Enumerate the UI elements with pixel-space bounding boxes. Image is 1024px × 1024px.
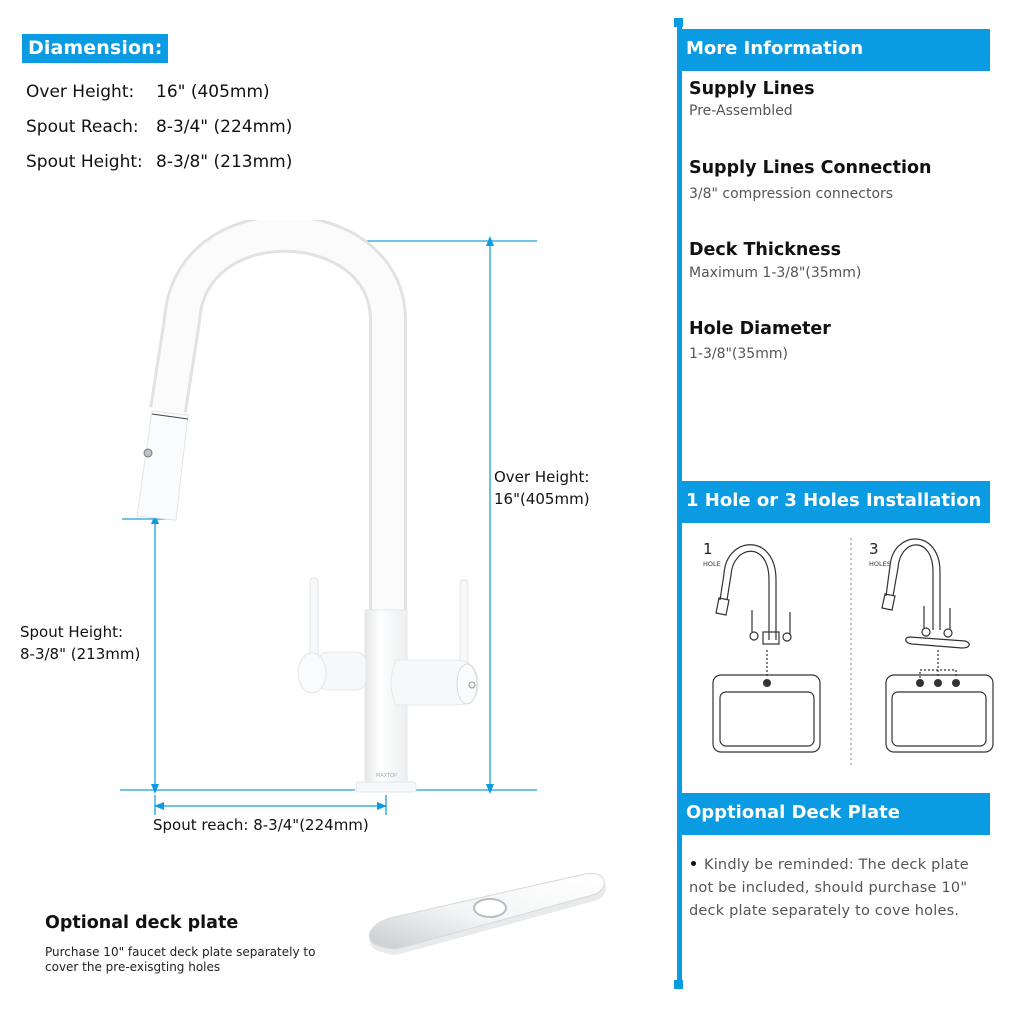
accent-line-cap-top — [674, 18, 683, 27]
spout-height-annotation — [20, 621, 140, 665]
brand-mark: MAXTOP — [376, 773, 398, 779]
info-item-deck-thickness — [689, 239, 861, 283]
description-line: cover the pre-exisgting holes — [45, 960, 221, 974]
info-item-supply-lines-connection — [689, 157, 931, 204]
deck-plate-image — [360, 870, 620, 970]
spec-value: 8-3/4" (224mm) — [156, 117, 293, 137]
note-text: Kindly be reminded: The deck plate — [704, 857, 969, 873]
info-item-supply-lines — [689, 78, 815, 121]
note-line — [689, 854, 969, 877]
info-title: Supply Lines — [689, 79, 815, 99]
optional-plate-description — [45, 945, 315, 975]
install-option-1-label: HOLE — [703, 560, 721, 568]
dimension-spec-list — [26, 82, 292, 172]
deck-plate-header: Opptional Deck Plate — [678, 793, 990, 835]
info-title: Supply Lines Connection — [689, 158, 932, 178]
info-value: Pre-Assembled — [689, 103, 793, 119]
description-line: Purchase 10" faucet deck plate separately to — [45, 945, 316, 959]
faucet-image — [137, 234, 478, 792]
install-option-3-number: 3 — [869, 540, 879, 558]
note-line: not be included, should purchase 10" — [689, 880, 968, 896]
info-title: Hole Diameter — [689, 319, 831, 339]
info-value: 1-3/8"(35mm) — [689, 346, 788, 362]
dimension-heading: Diamension: — [22, 34, 168, 63]
install-option-1-number: 1 — [703, 540, 713, 558]
spout-height-value: 8-3/8" (213mm) — [20, 645, 141, 663]
spec-spout-reach — [26, 117, 292, 137]
over-height-label: Over Height: — [494, 468, 590, 486]
over-height-value: 16"(405mm) — [494, 490, 590, 508]
install-option-3-label: HOLES — [869, 560, 891, 568]
spout-height-label: Spout Height: — [20, 623, 124, 641]
info-value: Maximum 1-3/8"(35mm) — [689, 265, 862, 281]
info-value: 3/8" compression connectors — [689, 186, 894, 202]
dimension-arrowheads — [151, 236, 494, 810]
spec-value: 8-3/8" (213mm) — [156, 152, 293, 172]
note-line: deck plate separately to cove holes. — [689, 903, 960, 919]
bullet-icon — [691, 861, 696, 866]
spec-value: 16" (405mm) — [156, 82, 270, 102]
more-information-header: More Information — [678, 29, 990, 71]
optional-plate-title: Optional deck plate — [45, 913, 239, 933]
spec-label: Over Height: — [26, 82, 135, 102]
installation-header: 1 Hole or 3 Holes Installation — [678, 481, 990, 523]
spec-spout-height — [26, 152, 292, 172]
info-item-hole-diameter — [689, 318, 831, 364]
faucet-dimension-diagram — [0, 220, 660, 840]
over-height-annotation — [494, 466, 590, 510]
spec-label: Spout Height: — [26, 152, 143, 172]
spec-label: Spout Reach: — [26, 117, 139, 137]
info-title: Deck Thickness — [689, 240, 842, 260]
accent-line-cap-bottom — [674, 980, 683, 989]
spout-reach-label: Spout reach: 8-3/4"(224mm) — [153, 816, 369, 834]
spec-over-height — [26, 82, 292, 102]
deck-plate-note — [689, 854, 969, 923]
installation-illustration — [680, 530, 1010, 780]
